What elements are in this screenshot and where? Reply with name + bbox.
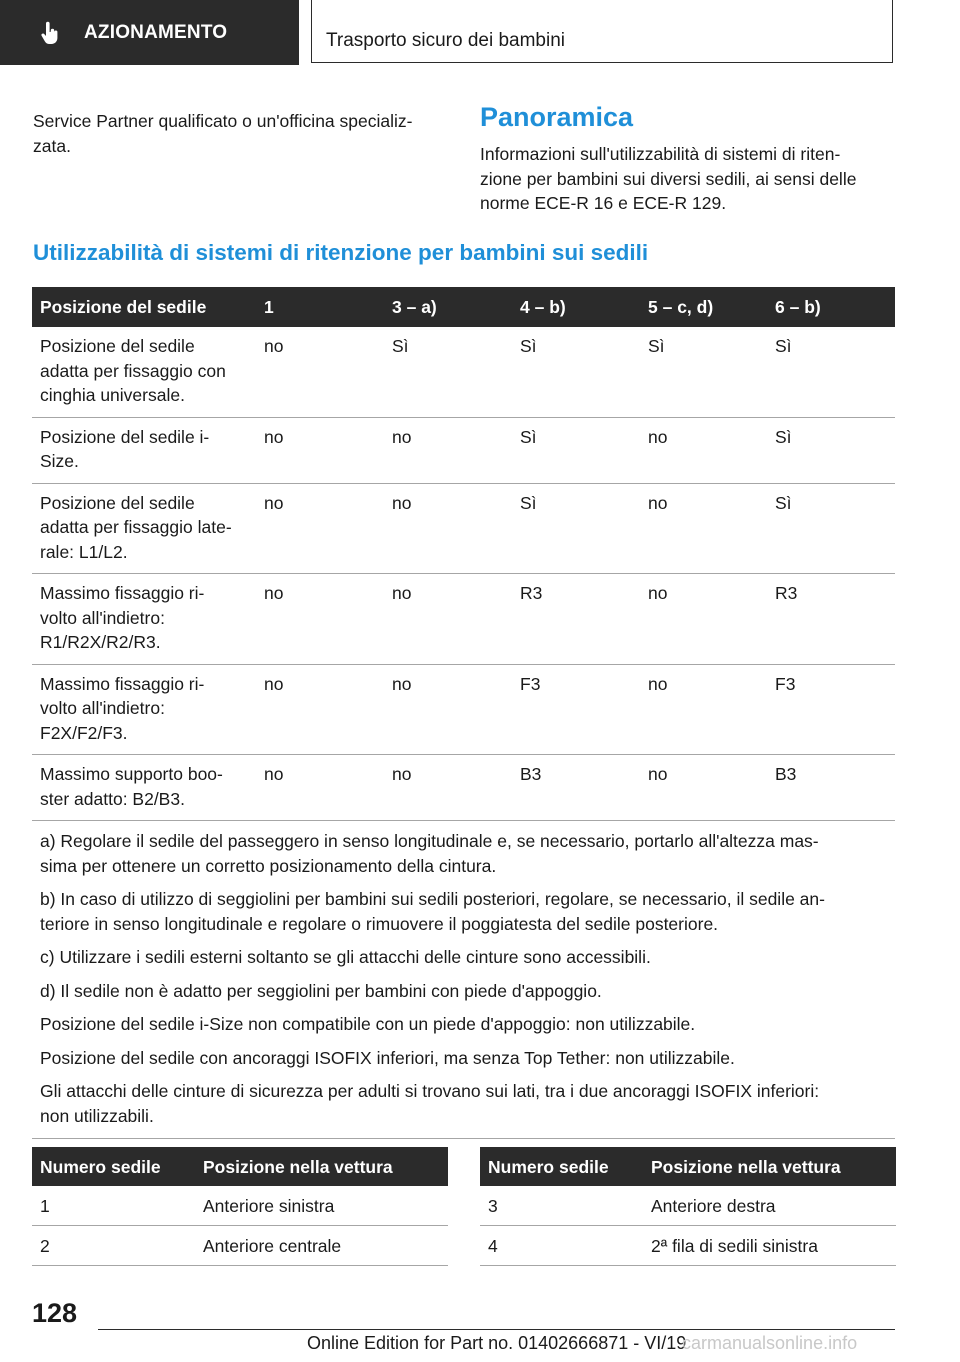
table-cell: R3 [767,574,895,665]
usability-heading: Utilizzabilità di sistemi di ritenzione per bambini sui sedili [33,240,649,265]
table-cell: Anteriore destra [643,1186,896,1226]
row-label: Massimo fissaggio ri- volto all'indietro: R1/R2X/R2/R3. [32,574,256,665]
overview-line: zione per bambini sui diversi sedili, ai sensi delle [480,168,857,189]
row-label: Posizione del sedile adatta per fissaggio con cinghia universale. [32,327,256,417]
footnote: Posizione del sedile con ancoraggi ISOFIX inferiori, ma senza Top Tether: non utilizzabile. [40,1047,735,1068]
footnote: a) Regolare il sedile del passeggero in senso longitudinale e, se necessario, portarlo all'altezza mas- sima per ottenere un corretto posizionamento della cintura. [40,831,819,876]
overview-heading: Panoramica [480,102,634,132]
watermark: carmanualsonline.info [682,1333,858,1353]
table-cell: no [640,417,767,483]
table-cell: B3 [767,755,895,821]
usability-table [32,287,895,1139]
column-header: 4 – b) [512,287,640,327]
table-cell: Sì [512,417,640,483]
column-header: 1 [256,287,384,327]
table-cell: no [384,755,512,821]
footnote: Posizione del sedile i-Size non compatibile con un piede d'appoggio: non utilizzabile. [40,1014,696,1034]
table-cell: no [384,664,512,755]
row-label: Massimo supporto boo- ster adatto: B2/B3. [32,755,256,821]
table-cell: 3 [480,1186,643,1226]
column-header: Posizione nella vettura [643,1147,896,1186]
table-cell: no [256,327,384,417]
column-header: 6 – b) [767,287,895,327]
table-row [480,1186,896,1226]
table-cell: no [384,483,512,574]
section-label: AZIONAMENTO [84,21,228,43]
table-row [32,664,895,755]
table-row [32,1186,448,1226]
table-cell: Sì [512,483,640,574]
table-cell: no [256,483,384,574]
table-cell: 2 [32,1226,195,1266]
table-header-row [32,287,895,327]
column-header: Posizione nella vettura [195,1147,448,1186]
table-footnotes [32,821,895,1139]
table-cell: no [640,483,767,574]
table-cell: no [256,574,384,665]
table-cell: no [384,417,512,483]
footnote: b) In caso di utilizzo di seggiolini per bambini sui sedili posteriori, regolare, se necessario, il sedile an- teriore in senso longitudinale e regolare o rimuovere il poggiatesta del sedile posteriore. [40,889,825,934]
seat-table-left [32,1147,448,1266]
table-cell: Sì [767,417,895,483]
intro-paragraph [33,109,453,158]
page-number: 128 [32,1298,78,1328]
table-notes-row [32,821,895,1139]
table-cell: Sì [512,327,640,417]
overview-line: norme ECE-R 16 e ECE-R 129. [480,193,727,213]
table-cell: no [256,664,384,755]
seat-table-right [480,1147,896,1266]
table-row [32,483,895,574]
table-row [32,755,895,821]
page-title: Trasporto sicuro dei bambini [326,30,566,51]
column-header: Numero sedile [480,1147,643,1186]
edition-note: Online Edition for Part no. 01402666871 - VI/19 [307,1333,687,1353]
table-cell: no [256,755,384,821]
table-cell: Anteriore centrale [195,1226,448,1266]
table-cell: Anteriore sinistra [195,1186,448,1226]
table-row [32,574,895,665]
table-header-row [480,1147,896,1186]
intro-line: zata. [33,135,71,156]
table-row [32,1226,448,1266]
table-cell: Sì [640,327,767,417]
table-cell: Sì [767,483,895,574]
row-label: Posizione del sedile adatta per fissaggio late- rale: L1/L2. [32,483,256,574]
footnote: c) Utilizzare i sedili esterni soltanto se gli attacchi delle cinture sono accessibili. [40,947,651,967]
footnote: d) Il sedile non è adatto per seggiolini per bambini con piede d'appoggio. [40,980,602,1001]
column-header: Posizione del sedile [32,287,256,327]
overview-paragraph [480,142,900,216]
table-row [32,327,895,417]
intro-line: Service Partner qualificato o un'officina specializ- [33,111,413,131]
table-cell: 4 [480,1226,643,1266]
footer-divider [98,1329,895,1330]
table-cell: no [256,417,384,483]
table-cell: 1 [32,1186,195,1226]
column-header: 5 – c, d) [640,287,767,327]
table-cell: R3 [512,574,640,665]
footnote: Gli attacchi delle cinture di sicurezza per adulti si trovano sui lati, tra i due ancoraggi ISOFIX inferiori: non utilizzabili. [40,1081,820,1126]
row-label: Posizione del sedile i- Size. [32,417,256,483]
table-cell: no [640,574,767,665]
table-cell: no [640,755,767,821]
table-cell: Sì [767,327,895,417]
page-title-box [311,0,893,63]
table-cell: F3 [512,664,640,755]
table-cell: 2ª fila di sedili sinistra [643,1226,896,1266]
table-cell: no [384,574,512,665]
section-tab [0,0,299,65]
column-header: Numero sedile [32,1147,195,1186]
table-cell: F3 [767,664,895,755]
column-header: 3 – a) [384,287,512,327]
table-cell: no [640,664,767,755]
table-cell: B3 [512,755,640,821]
table-row [32,417,895,483]
table-header-row [32,1147,448,1186]
overview-line: Informazioni sull'utilizzabilità di sistemi di riten- [480,144,841,164]
table-cell: Sì [384,327,512,417]
row-label: Massimo fissaggio ri- volto all'indietro: F2X/F2/F3. [32,664,256,755]
table-row [480,1226,896,1266]
hand-pointer-icon [40,21,62,45]
